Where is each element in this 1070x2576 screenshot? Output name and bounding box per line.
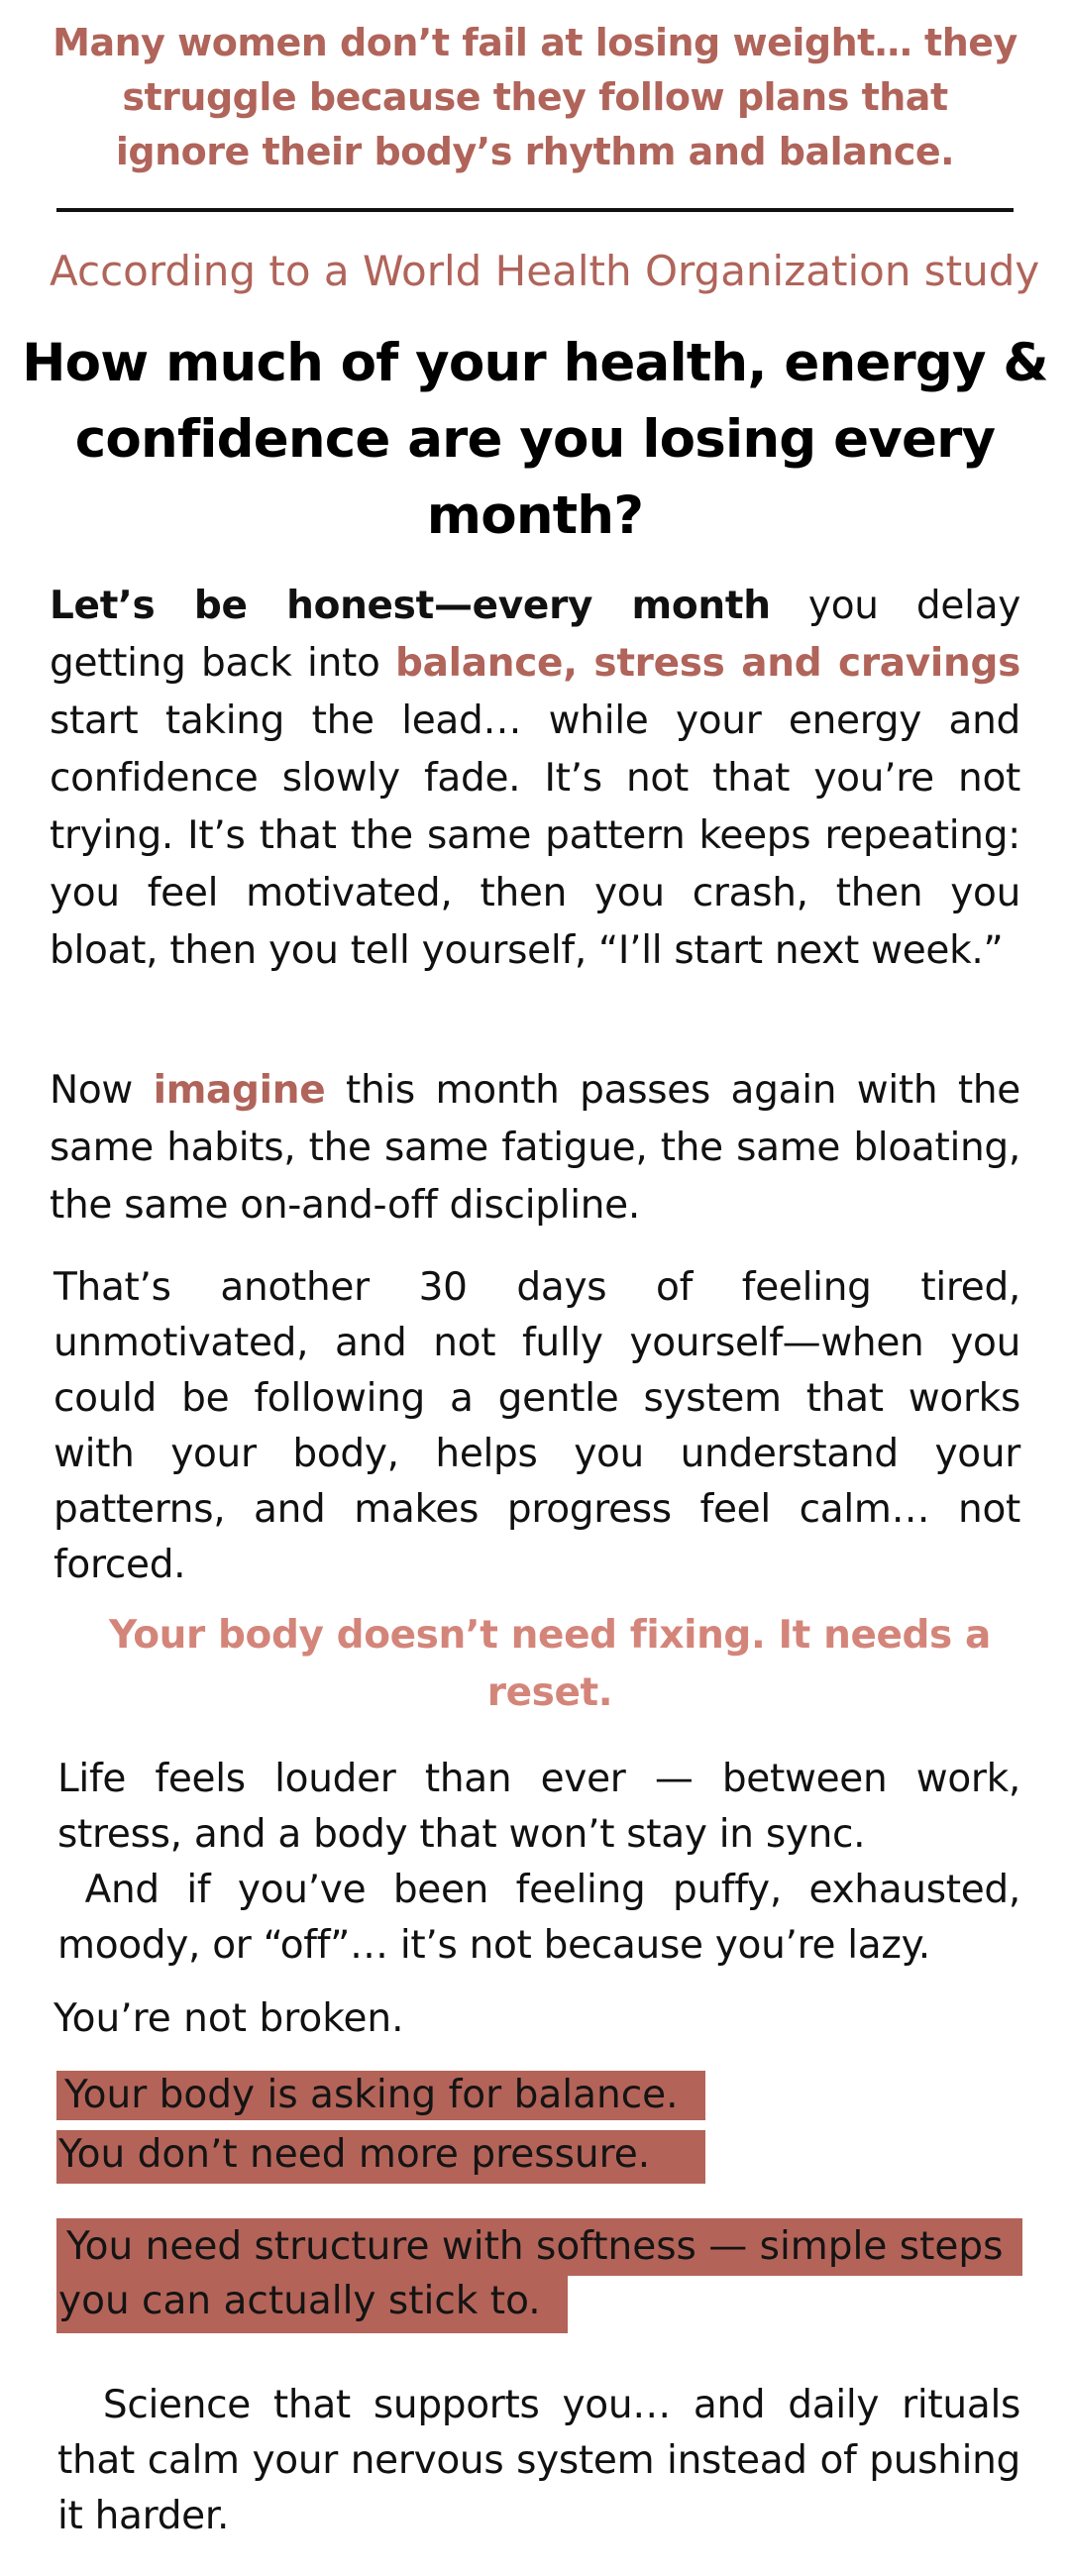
- paragraph-science: Science that supports you… and daily rituals that calm your nervous system instead of pushing it harder.: [57, 2383, 1020, 2538]
- paragraph-life-louder-line2: And if you’ve been feeling puffy, exhausted, moody, or “off”… it’s not because you’re lazy.: [57, 1868, 1020, 1968]
- study-reference: According to a World Health Organization study: [50, 247, 1040, 295]
- paragraph-honest: [50, 578, 1020, 980]
- intro-quote: Many women don’t fail at losing weight… they struggle because they follow plans that ignore their body’s rhythm and balance.: [53, 21, 1017, 173]
- paragraph-imagine: [50, 1062, 1020, 1234]
- paragraph-life-louder: [57, 1752, 1020, 1974]
- paragraph-30-days: That’s another 30 days of feeling tired, unmotivated, and not fully yourself—when you could be following a gentle system that works with your body, helps you understand your patterns, and makes progress feel calm… not forced.: [54, 1265, 1020, 1587]
- highlight-structure-line1: You need structure with softness — simple steps: [56, 2218, 1022, 2276]
- highlight-structure-line2: you can actually stick to.: [56, 2274, 568, 2333]
- paragraph-honest-lead: Let’s be honest—every month: [50, 584, 771, 628]
- paragraph-honest-accent: balance, stress and cravings: [395, 641, 1020, 686]
- paragraph-life-louder-line1: Life feels louder than ever — between work, stress, and a body that won’t stay in sync.: [57, 1757, 1020, 1857]
- paragraph-imagine-text-b: this month passes again with the same habits, the same fatigue, the same bloating, the same on-and-off discipline.: [50, 1068, 1020, 1228]
- highlight-pressure: You don’t need more pressure.: [56, 2130, 705, 2184]
- reset-subheading: Your body doesn’t need fixing. It needs a reset.: [109, 1613, 991, 1715]
- highlight-structure: [56, 2216, 1022, 2335]
- paragraph-imagine-accent: imagine: [153, 1068, 326, 1113]
- paragraph-not-broken: You’re not broken.: [54, 1996, 404, 2041]
- divider-line: [56, 208, 1014, 212]
- paragraph-imagine-text-a: Now: [50, 1068, 154, 1113]
- page-headline: How much of your health, energy & confidence are you losing every month?: [22, 333, 1048, 546]
- paragraph-honest-text-a: you delay getting back into: [50, 584, 1020, 686]
- highlight-balance: Your body is asking for balance.: [56, 2071, 705, 2120]
- paragraph-honest-text-b: start taking the lead… while your energy and confidence slowly fade. It’s not that you’re not trying. It’s that the same pattern keeps repeating: you feel motivated, then you crash, then you bloat, then you tell yourself, “I’ll start next week.”: [50, 698, 1020, 973]
